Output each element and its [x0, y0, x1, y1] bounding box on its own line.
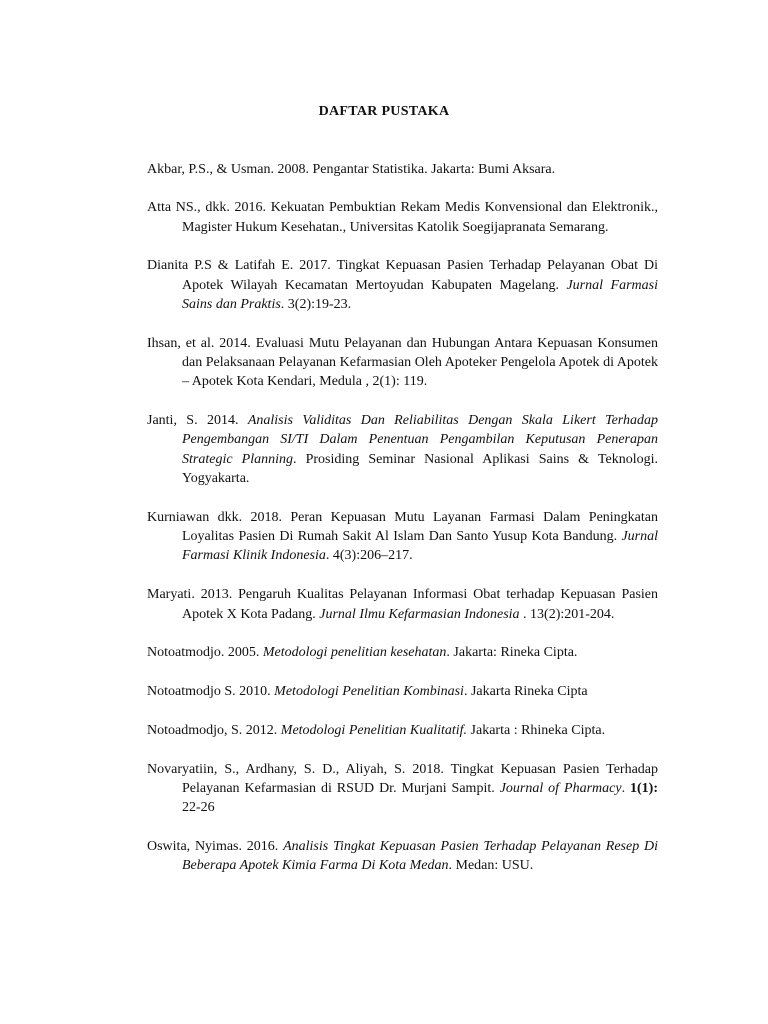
reference-list: [147, 140, 658, 876]
reference-text: Notoatmodjo. 2005.: [147, 645, 263, 661]
reference-italic-text: Journal of Pharmacy: [499, 781, 622, 797]
reference-entry: [147, 643, 658, 662]
reference-text: . 4(3):206–217.: [325, 548, 413, 564]
reference-text: . Jakarta: Rineka Cipta.: [446, 645, 578, 661]
reference-text: .: [621, 781, 631, 797]
reference-entry: [147, 585, 658, 624]
reference-italic-text: Analisis Tingkat Kepuasan Pasien Terhadap Pelayanan Resep Di Beberapa Apotek Kimia Farma Di Kota Medan: [182, 839, 659, 874]
reference-italic-text: Jurnal Farmasi Sains dan Praktis: [182, 277, 658, 312]
reference-text: Notoatmodjo S. 2010.: [147, 684, 275, 700]
reference-italic-text: Jurnal Farmasi Klinik Indonesia: [182, 529, 658, 564]
reference-italic-text: Metodologi Penelitian Kombinasi: [274, 684, 464, 700]
reference-entry: [147, 508, 658, 566]
reference-entry: [147, 411, 658, 488]
reference-text: Maryati. 2013. Pengaruh Kualitas Pelayanan Informasi Obat terhadap Kepuasan Pasien Apotek X Kota Padang.: [147, 587, 658, 622]
reference-text: . 13(2):201-204.: [519, 606, 615, 622]
reference-italic-text: Analisis Validitas Dan Reliabilitas Dengan Skala Likert Terhadap Pengembangan SI/TI Dalam Penentuan Pengambilan Keputusan Penerapan Strategic Planning: [182, 413, 658, 467]
reference-text: . 3(2):19-23.: [280, 296, 352, 312]
reference-entry: [147, 334, 658, 392]
reference-text: Kurniawan dkk. 2018. Peran Kepuasan Mutu Layanan Farmasi Dalam Peningkatan Loyalitas Pasien Di Rumah Sakit Al Islam Dan Santo Yusup Kota Bandung.: [147, 509, 658, 545]
reference-entry: [147, 837, 658, 876]
reference-text: Oswita, Nyimas. 2016.: [147, 839, 284, 855]
reference-text: Novaryatiin, S., Ardhany, S. D., Aliyah, S. 2018. Tingkat Kepuasan Pasien Terhadap Pelayanan Kefarmasian di RSUD Dr. Murjani Sampit.: [147, 761, 658, 797]
reference-text: Notoadmodjo, S. 2012.: [147, 722, 281, 738]
page-title: DAFTAR PUSTAKA: [318, 104, 450, 119]
reference-entry: [147, 160, 658, 179]
reference-text: Jakarta : Rhineka Cipta.: [467, 722, 606, 738]
reference-italic-text: Metodologi penelitian kesehatan: [262, 645, 447, 661]
reference-text: Dianita P.S & Latifah E. 2017. Tingkat Kepuasan Pasien Terhadap Pelayanan Obat Di Apotek Wilayah Kecamatan Mertoyudan Kabupaten Magelang.: [147, 258, 658, 293]
reference-text: . Medan: USU.: [448, 858, 534, 874]
reference-entry: [147, 256, 658, 314]
reference-entry: [147, 760, 658, 818]
reference-text: . Jakarta Rineka Cipta: [463, 684, 588, 700]
reference-entry: [147, 682, 658, 701]
reference-text: Atta NS., dkk. 2016. Kekuatan Pembuktian Rekam Medis Konvensional dan Elektronik., Magister Hukum Kesehatan., Universitas Katolik Soegijapranata Semarang.: [147, 200, 658, 235]
reference-bold-text: 1(1):: [630, 781, 659, 797]
reference-italic-text: Jurnal Ilmu Kefarmasian Indonesia: [319, 606, 520, 622]
reference-text: Janti, S. 2014.: [147, 413, 248, 429]
reference-text: Akbar, P.S., & Usman. 2008. Pengantar Statistika. Jakarta: Bumi Aksara.: [147, 161, 556, 177]
reference-text: . Prosiding Seminar Nasional Aplikasi Sains & Teknologi. Yogyakarta.: [182, 451, 658, 487]
reference-entry: [147, 721, 658, 740]
reference-text: Ihsan, et al. 2014. Evaluasi Mutu Pelayanan dan Hubungan Antara Kepuasan Konsumen dan Pelaksanaan Pelayanan Kefarmasian Oleh Apoteker Pengelola Apotek di Apotek – Apotek Kota Kendari, Medula , 2(1): 119.: [147, 335, 658, 390]
reference-entry: [147, 198, 658, 237]
reference-italic-text: Metodologi Penelitian Kualitatif.: [280, 722, 468, 738]
reference-text: 22-26: [182, 800, 215, 816]
